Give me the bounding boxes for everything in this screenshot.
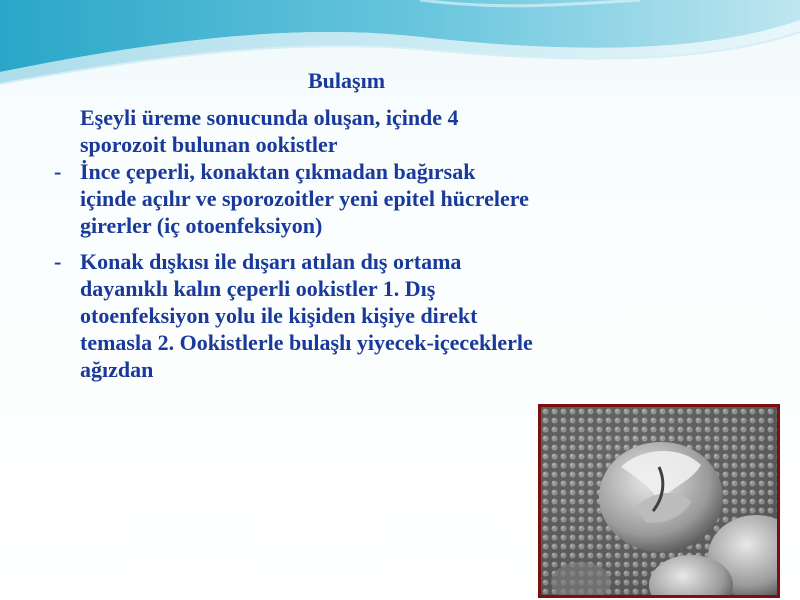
slide-title: Bulaşım	[308, 68, 386, 93]
bullet-line: İnce çeperli, konaktan çıkmadan bağırsak	[80, 159, 476, 184]
bullet-item	[50, 158, 740, 239]
bullet-line: girerler (iç otoenfeksiyon)	[80, 213, 323, 238]
intro-line: sporozoit bulunan ookistler	[80, 132, 338, 157]
bullet-item	[50, 248, 740, 383]
wave-header-decoration	[0, 0, 800, 90]
bullet-marker: -	[54, 249, 62, 274]
intro-line: Eşeyli üreme sonucunda oluşan, içinde 4	[80, 105, 459, 130]
bullet-line: Konak dışkısı ile dışarı atılan dış ortama	[80, 249, 462, 274]
slide-content	[50, 104, 740, 383]
microscope-photo-icon	[541, 407, 777, 595]
bullet-line: otoenfeksiyon yolu ile kişiden kişiye direkt	[80, 303, 478, 328]
micrograph-frame	[538, 404, 780, 598]
bullet-line: temasla 2. Ookistlerle bulaşlı yiyecek-içeceklerle	[80, 330, 533, 355]
bullet-line: dayanıklı kalın çeperli ookistler 1. Dış	[80, 276, 436, 301]
bullet-marker: -	[54, 159, 62, 184]
bullet-line: içinde açılır ve sporozoitler yeni epitel hücrelere	[80, 186, 529, 211]
bullet-line: ağızdan	[80, 357, 154, 382]
intro-paragraph	[50, 104, 740, 158]
